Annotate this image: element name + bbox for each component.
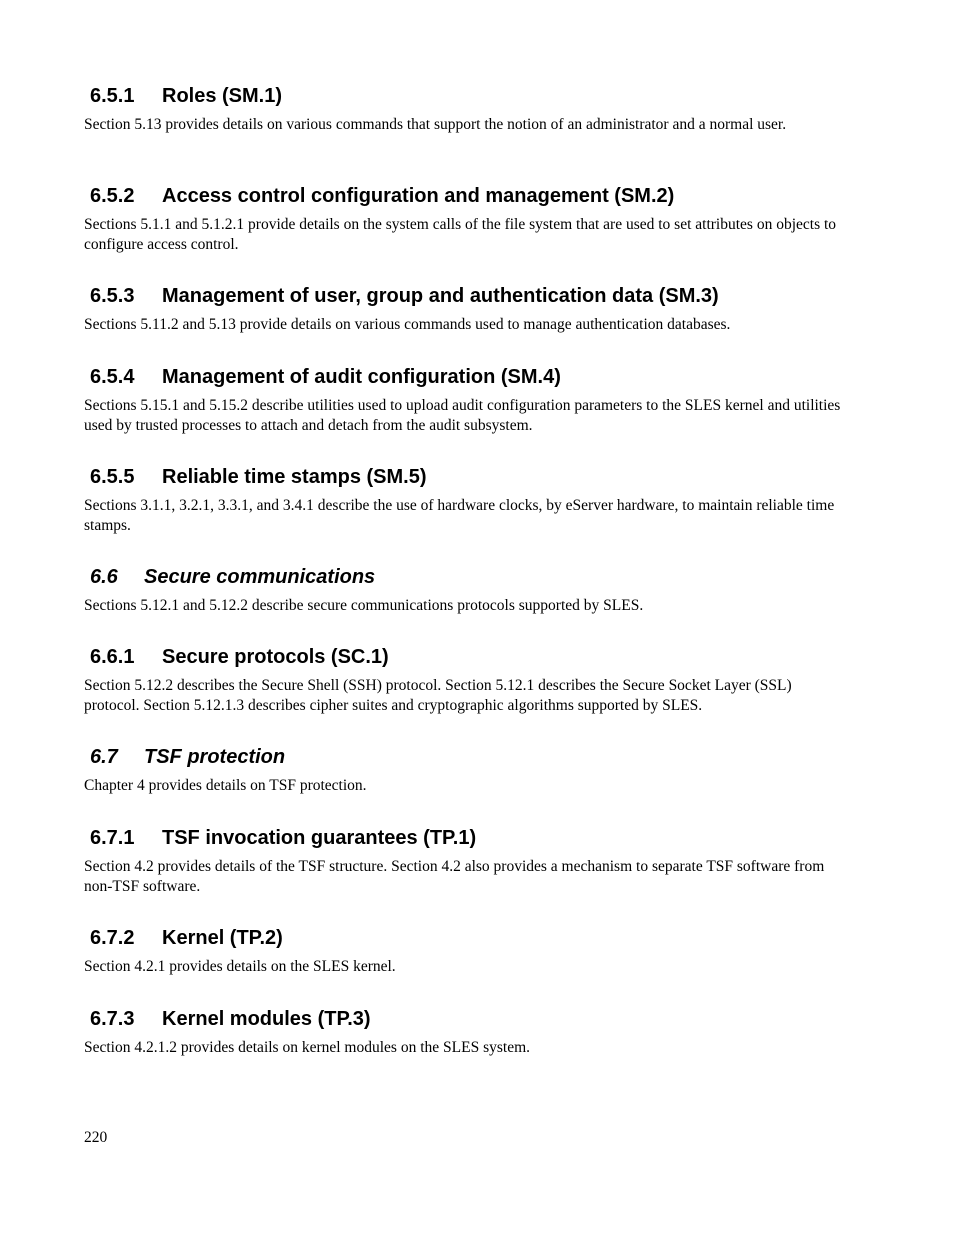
section-text: Sections 5.11.2 and 5.13 provide details on various commands used to manage authentication databases. (84, 316, 731, 333)
section-number: 6.5.2 (90, 185, 135, 207)
section-text: Section 4.2.1.2 provides details on kernel modules on the SLES system. (84, 1039, 531, 1056)
section-title: Reliable time stamps (SM.5) (162, 466, 427, 488)
section-text: Section 4.2.1 provides details on the SLES kernel. (84, 958, 396, 975)
section-6-6-1 (84, 645, 844, 715)
section-heading (84, 745, 844, 769)
section-6-5-4 (84, 365, 844, 435)
section-title: Secure protocols (SC.1) (162, 646, 389, 668)
section-text: Sections 5.15.1 and 5.15.2 describe utilities used to upload audit configuration parameters to the SLES kernel and utilities used by trusted processes to attach and detach from the audit subsystem. (84, 397, 841, 434)
section-heading (84, 1007, 844, 1031)
section-number: 6.5.5 (90, 466, 135, 488)
section-6-6 (84, 565, 844, 616)
section-6-7-3 (84, 1007, 844, 1058)
section-number: 6.5.3 (90, 285, 135, 307)
section-6-7 (84, 745, 844, 796)
section-6-7-2 (84, 926, 844, 977)
section-heading (84, 645, 844, 669)
section-title: Secure communications (144, 566, 376, 588)
section-heading (84, 184, 844, 208)
section-text: Section 4.2 provides details of the TSF structure. Section 4.2 also provides a mechanism to separate TSF software from non-TSF software. (84, 858, 825, 895)
section-text: Section 5.13 provides details on various commands that support the notion of an administrator and a normal user. (84, 116, 787, 133)
section-number: 6.6 (90, 566, 118, 588)
section-text: Chapter 4 provides details on TSF protection. (84, 777, 367, 794)
section-title: Management of audit configuration (SM.4) (162, 366, 561, 388)
section-number: 6.6.1 (90, 646, 135, 668)
section-6-5-3 (84, 284, 844, 335)
section-title: TSF invocation guarantees (TP.1) (162, 827, 477, 849)
section-6-5-2 (84, 184, 844, 254)
section-6-5-1 (84, 84, 844, 135)
section-number: 6.5.4 (90, 366, 135, 388)
section-title: Access control configuration and management (SM.2) (162, 185, 675, 207)
section-6-7-1 (84, 826, 844, 896)
section-text: Sections 3.1.1, 3.2.1, 3.3.1, and 3.4.1 describe the use of hardware clocks, by eServer hardware, to maintain reliable time stamps. (84, 497, 835, 534)
section-heading (84, 84, 844, 108)
section-title: Management of user, group and authentication data (SM.3) (162, 285, 719, 307)
section-text: Section 5.12.2 describes the Secure Shell (SSH) protocol. Section 5.12.1 describes the Secure Socket Layer (SSL) protocol. Section 5.12.1.3 describes cipher suites and cryptographic algorithms supported by SLES. (84, 677, 792, 714)
section-number: 6.5.1 (90, 85, 135, 107)
section-number: 6.7.2 (90, 927, 135, 949)
section-title: Kernel (TP.2) (162, 927, 283, 949)
section-number: 6.7 (90, 746, 118, 768)
section-number: 6.7.1 (90, 827, 135, 849)
section-title: Kernel modules (TP.3) (162, 1008, 371, 1030)
section-heading (84, 926, 844, 950)
section-text: Sections 5.12.1 and 5.12.2 describe secure communications protocols supported by SLES. (84, 597, 644, 614)
section-heading (84, 565, 844, 589)
section-heading (84, 284, 844, 308)
page-number: 220 (84, 1129, 108, 1146)
section-heading (84, 826, 844, 850)
section-title: Roles (SM.1) (162, 85, 283, 107)
section-6-5-5 (84, 465, 844, 535)
section-heading (84, 465, 844, 489)
section-number: 6.7.3 (90, 1008, 135, 1030)
section-text: Sections 5.1.1 and 5.1.2.1 provide details on the system calls of the file system that are used to set attributes on objects to configure access control. (84, 216, 837, 253)
section-heading (84, 365, 844, 389)
section-title: TSF protection (144, 746, 286, 768)
